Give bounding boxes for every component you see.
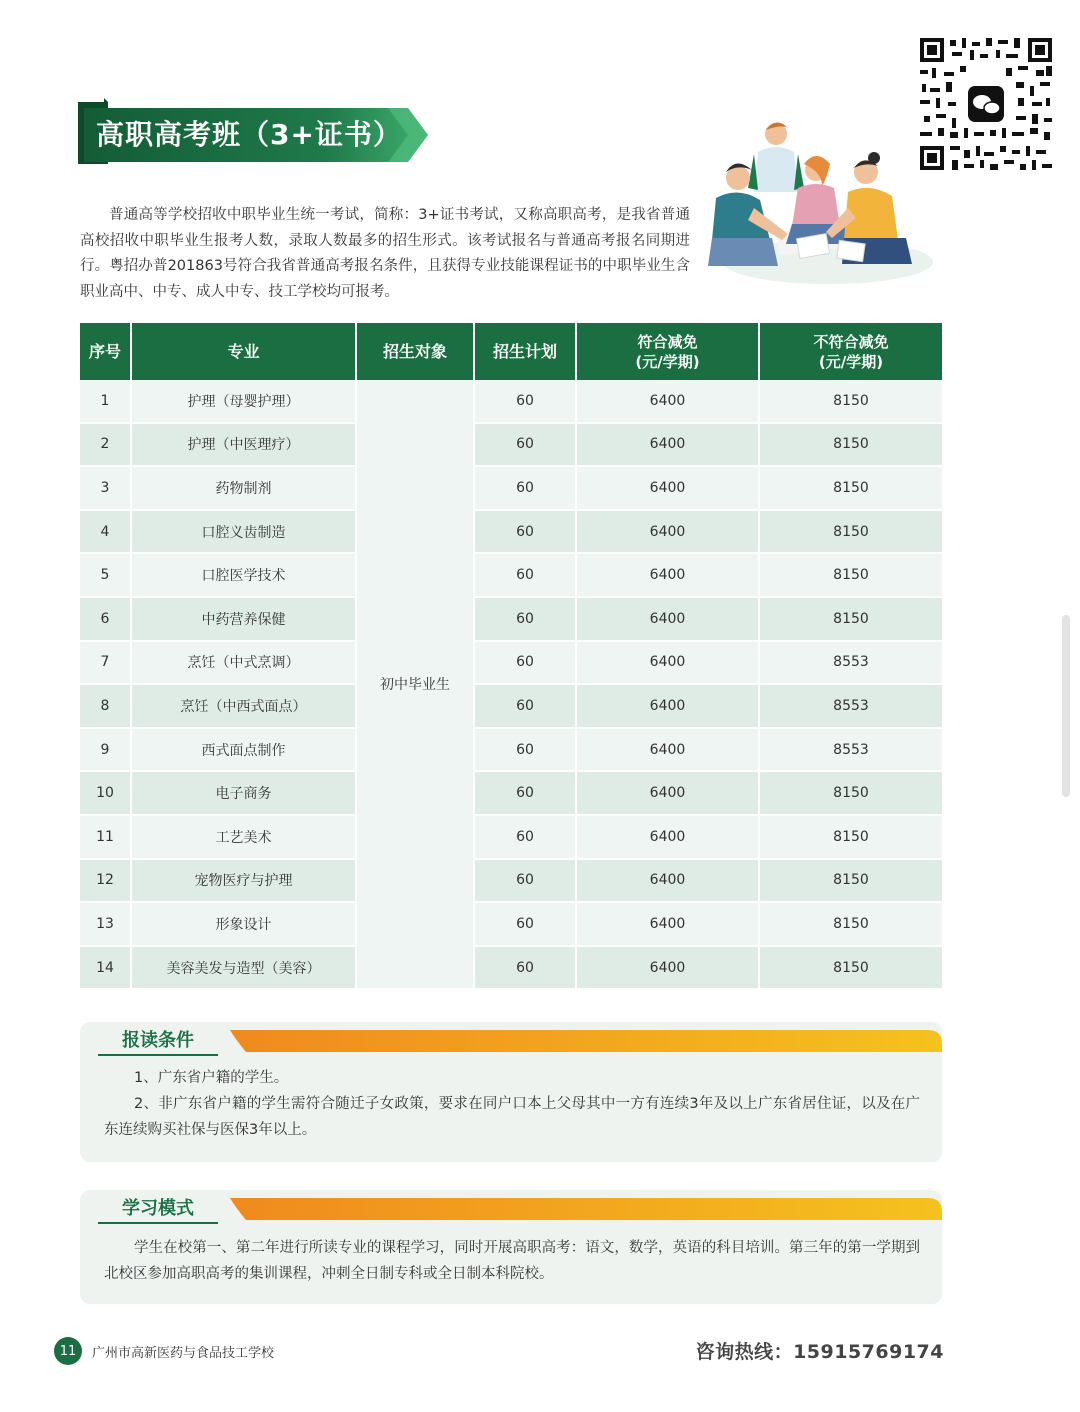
hotline: 咨询热线：15915769174 <box>695 1341 944 1363</box>
intro-paragraph: 普通高等学校招收中职毕业生统一考试，简称：3+证书考试，又称高职高考，是我省普通高校招收中职毕业生报考人数，录取人数最多的招生形式。该考试报名与普通高考报名同期进行。粤招办普201863号符合我省普通高考报名条件，且获得专业技能课程证书的中职毕业生含职业高中、中专、成人中专、技工学校均可报考。 <box>80 207 690 300</box>
cell-eligible: 6400 <box>577 947 760 991</box>
table-row <box>80 729 942 773</box>
table-row <box>80 685 942 729</box>
tuition-table <box>80 323 942 990</box>
school-name: 广州市高新医药与食品技工学校 <box>92 1346 275 1361</box>
cell-plan: 60 <box>475 424 577 468</box>
cell-no: 6 <box>80 598 132 642</box>
cell-no: 5 <box>80 554 132 598</box>
study-mode-title: 学习模式 <box>122 1198 194 1219</box>
cell-no: 14 <box>80 947 132 991</box>
cell-plan: 60 <box>475 903 577 947</box>
study-mode-text: 学生在校第一、第二年进行所读专业的课程学习，同时开展高职高考：语文，数学，英语的科目培训。第三年的第一学期到北校区参加高职高考的集训课程，冲刺全日制专科或全日制本科院校。 <box>104 1240 920 1282</box>
cell-non-eligible: 8150 <box>760 380 942 424</box>
page-number-badge: 11 <box>54 1337 82 1365</box>
cell-major: 中药营养保健 <box>132 598 357 642</box>
cell-non-eligible: 8150 <box>760 947 942 991</box>
cell-non-eligible: 8150 <box>760 511 942 555</box>
header-target: 招生对象 <box>357 323 475 380</box>
qr-code <box>918 36 1054 172</box>
cell-no: 11 <box>80 816 132 860</box>
cell-major: 烹饪（中西式面点） <box>132 685 357 729</box>
table-row <box>80 467 942 511</box>
cell-eligible: 6400 <box>577 424 760 468</box>
cell-plan: 60 <box>475 816 577 860</box>
cell-non-eligible: 8150 <box>760 772 942 816</box>
cell-major: 工艺美术 <box>132 816 357 860</box>
cell-non-eligible: 8150 <box>760 816 942 860</box>
header-eligible-fee: 符合减免 (元/学期) <box>577 323 760 380</box>
cell-plan: 60 <box>475 772 577 816</box>
requirements-card <box>80 1022 942 1162</box>
cell-eligible: 6400 <box>577 554 760 598</box>
cell-plan: 60 <box>475 467 577 511</box>
table-row <box>80 424 942 468</box>
cell-eligible: 6400 <box>577 642 760 686</box>
study-mode-card <box>80 1190 942 1304</box>
cell-plan: 60 <box>475 642 577 686</box>
cell-major: 药物制剂 <box>132 467 357 511</box>
header-non-eligible-fee: 不符合减免 (元/学期) <box>760 323 942 380</box>
cell-target: 初中毕业生 <box>357 380 475 990</box>
table-header-row <box>80 323 942 380</box>
cell-non-eligible: 8553 <box>760 642 942 686</box>
requirements-title: 报读条件 <box>122 1030 194 1051</box>
header-major: 专业 <box>132 323 357 380</box>
table-row <box>80 947 942 991</box>
cell-plan: 60 <box>475 947 577 991</box>
students-illustration <box>698 112 938 302</box>
cell-eligible: 6400 <box>577 511 760 555</box>
cell-major: 护理（中医理疗） <box>132 424 357 468</box>
cell-major: 口腔义齿制造 <box>132 511 357 555</box>
cell-no: 2 <box>80 424 132 468</box>
cell-major: 西式面点制作 <box>132 729 357 773</box>
table-row <box>80 772 942 816</box>
table-row <box>80 554 942 598</box>
cell-non-eligible: 8150 <box>760 554 942 598</box>
table-row <box>80 380 942 424</box>
cell-no: 12 <box>80 860 132 904</box>
cell-major: 口腔医学技术 <box>132 554 357 598</box>
table-row <box>80 903 942 947</box>
cell-no: 9 <box>80 729 132 773</box>
cell-no: 4 <box>80 511 132 555</box>
header-plan: 招生计划 <box>475 323 577 380</box>
cell-no: 13 <box>80 903 132 947</box>
table-row <box>80 511 942 555</box>
cell-eligible: 6400 <box>577 685 760 729</box>
cell-plan: 60 <box>475 685 577 729</box>
cell-non-eligible: 8553 <box>760 685 942 729</box>
cell-plan: 60 <box>475 554 577 598</box>
cell-no: 10 <box>80 772 132 816</box>
requirement-item: 2、非广东省户籍的学生需符合随迁子女政策，要求在同户口本上父母其中一方有连续3年及以上广东省居住证，以及在广东连续购买社保与医保3年以上。 <box>104 1096 920 1138</box>
cell-major: 形象设计 <box>132 903 357 947</box>
cell-major: 烹饪（中式烹调） <box>132 642 357 686</box>
cell-major: 护理（母婴护理） <box>132 380 357 424</box>
table-row <box>80 598 942 642</box>
cell-eligible: 6400 <box>577 903 760 947</box>
cell-eligible: 6400 <box>577 467 760 511</box>
cell-non-eligible: 8553 <box>760 729 942 773</box>
header-no: 序号 <box>80 323 132 380</box>
cell-major: 美容美发与造型（美容） <box>132 947 357 991</box>
cell-eligible: 6400 <box>577 729 760 773</box>
cell-no: 7 <box>80 642 132 686</box>
cell-non-eligible: 8150 <box>760 860 942 904</box>
cell-no: 1 <box>80 380 132 424</box>
cell-plan: 60 <box>475 511 577 555</box>
cell-plan: 60 <box>475 729 577 773</box>
cell-eligible: 6400 <box>577 816 760 860</box>
cell-eligible: 6400 <box>577 772 760 816</box>
title-underline <box>98 1222 218 1224</box>
cell-no: 8 <box>80 685 132 729</box>
cell-major: 宠物医疗与护理 <box>132 860 357 904</box>
cell-eligible: 6400 <box>577 380 760 424</box>
section-ribbon <box>80 1022 942 1062</box>
cell-no: 3 <box>80 467 132 511</box>
table-row <box>80 642 942 686</box>
cell-eligible: 6400 <box>577 860 760 904</box>
cell-non-eligible: 8150 <box>760 424 942 468</box>
section-ribbon <box>80 1190 942 1230</box>
scrollbar[interactable] <box>1062 615 1070 797</box>
cell-major: 电子商务 <box>132 772 357 816</box>
requirement-item: 1、广东省户籍的学生。 <box>134 1070 289 1086</box>
table-row <box>80 860 942 904</box>
cell-non-eligible: 8150 <box>760 903 942 947</box>
title-underline <box>98 1054 218 1056</box>
table-row <box>80 816 942 860</box>
cell-non-eligible: 8150 <box>760 598 942 642</box>
cell-plan: 60 <box>475 380 577 424</box>
cell-eligible: 6400 <box>577 598 760 642</box>
page-title: 高职高考班（3+证书） <box>96 118 402 151</box>
cell-plan: 60 <box>475 860 577 904</box>
cell-non-eligible: 8150 <box>760 467 942 511</box>
cell-plan: 60 <box>475 598 577 642</box>
